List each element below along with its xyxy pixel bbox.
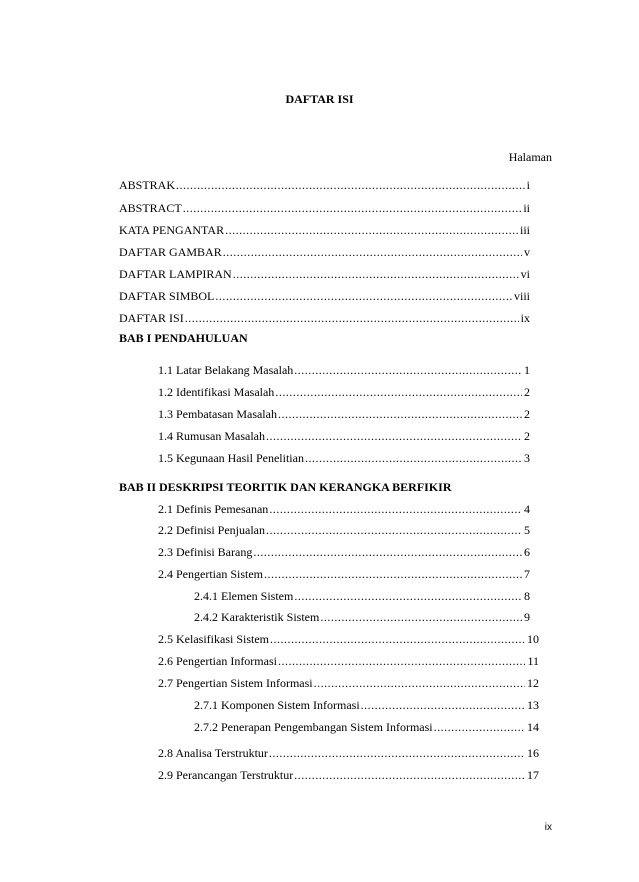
page-number: ix — [544, 822, 552, 833]
toc-entry-2-3[interactable] — [158, 544, 530, 560]
toc-entry-1-1[interactable] — [158, 362, 530, 378]
toc-entry-label: DAFTAR GAMBAR — [119, 245, 222, 259]
toc-entry-page: 9 — [524, 610, 530, 624]
toc-entry-page: 6 — [524, 545, 530, 559]
toc-entry-1-4[interactable] — [158, 428, 530, 444]
toc-entry-2-4[interactable] — [158, 566, 530, 582]
toc-entry-2-4-1[interactable] — [194, 588, 530, 604]
toc-entry-abstract[interactable] — [119, 200, 530, 216]
toc-entry-daftar-lampiran[interactable] — [119, 266, 530, 282]
toc-entry-page: 3 — [524, 451, 530, 465]
toc-entry-2-4-2[interactable] — [194, 609, 530, 625]
chapter-heading-bab-1[interactable]: BAB I PENDAHULUAN — [119, 331, 248, 345]
toc-entry-1-2[interactable] — [158, 384, 530, 400]
toc-entry-page: 2 — [524, 429, 530, 443]
toc-entry-label: 1.3 Pembatasan Masalah — [158, 407, 277, 421]
toc-entry-label: DAFTAR SIMBOL — [119, 289, 215, 303]
toc-entry-page: 5 — [524, 523, 530, 537]
page-column-header: Halaman — [508, 150, 552, 164]
toc-entry-2-7[interactable] — [158, 675, 539, 691]
toc-entry-label: 2.7 Pengertian Sistem Informasi — [158, 676, 313, 690]
toc-entry-2-1[interactable] — [158, 501, 530, 517]
page-title: DAFTAR ISI — [285, 92, 354, 106]
toc-entry-kata-pengantar[interactable] — [119, 222, 530, 238]
toc-entry-label: 2.4.2 Karakteristik Sistem — [194, 610, 320, 624]
toc-entry-page: vi — [520, 267, 530, 281]
toc-entry-2-5[interactable] — [158, 631, 539, 647]
toc-entry-page: 11 — [527, 654, 539, 668]
toc-entry-label: ABSTRACT — [119, 201, 182, 215]
toc-entry-label: KATA PENGANTAR — [119, 223, 225, 237]
toc-entry-page: 13 — [527, 698, 539, 712]
toc-entry-page: 2 — [524, 407, 530, 421]
toc-entry-2-7-2[interactable] — [194, 719, 539, 735]
toc-entry-label: 2.7.2 Penerapan Pengembangan Sistem Informasi — [194, 720, 433, 734]
toc-entry-daftar-gambar[interactable] — [119, 244, 530, 260]
toc-entry-page: 10 — [527, 632, 539, 646]
toc-entry-label: 2.4.1 Elemen Sistem — [194, 589, 294, 603]
toc-entry-label: 1.4 Rumusan Masalah — [158, 429, 265, 443]
toc-entry-label: ABSTRAK — [119, 178, 176, 192]
toc-entry-page: 4 — [524, 502, 530, 516]
toc-entry-page: 1 — [524, 363, 530, 377]
toc-entry-label: 2.5 Kelasifikasi Sistem — [158, 632, 269, 646]
toc-entry-page: 17 — [527, 768, 539, 782]
toc-entry-label: 2.7.1 Komponen Sistem Informasi — [194, 698, 360, 712]
toc-entry-2-2[interactable] — [158, 522, 530, 538]
toc-entry-abstrak[interactable] — [119, 177, 530, 193]
toc-entry-label: 2.3 Definisi Barang — [158, 545, 253, 559]
toc-entry-page: i — [526, 178, 530, 192]
toc-entry-1-5[interactable] — [158, 450, 530, 466]
toc-entry-daftar-isi[interactable] — [119, 310, 530, 326]
toc-entry-label: 2.6 Pengertian Informasi — [158, 654, 277, 668]
toc-entry-page: 16 — [527, 746, 539, 760]
toc-entry-2-8[interactable] — [158, 745, 539, 761]
toc-entry-2-9[interactable] — [158, 767, 539, 783]
toc-entry-label: DAFTAR ISI — [119, 311, 184, 325]
toc-entry-daftar-simbol[interactable] — [119, 288, 530, 304]
toc-entry-page: 2 — [524, 385, 530, 399]
toc-entry-page: ii — [523, 201, 530, 215]
toc-entry-2-7-1[interactable] — [194, 697, 539, 713]
toc-entry-label: 2.9 Perancangan Terstruktur — [158, 768, 294, 782]
toc-entry-label: 1.2 Identifikasi Masalah — [158, 385, 275, 399]
toc-entry-label: 2.8 Analisa Terstruktur — [158, 746, 268, 760]
toc-entry-page: 14 — [527, 720, 539, 734]
toc-entry-label: 1.1 Latar Belakang Masalah — [158, 363, 294, 377]
toc-entry-label: 2.1 Definis Pemesanan — [158, 502, 269, 516]
toc-entry-label: 2.4 Pengertian Sistem — [158, 567, 263, 581]
toc-entry-page: 7 — [524, 567, 530, 581]
toc-entry-label: 2.2 Definisi Penjualan — [158, 523, 265, 537]
toc-entry-label: 1.5 Kegunaan Hasil Penelitian — [158, 451, 304, 465]
toc-entry-1-3[interactable] — [158, 406, 530, 422]
toc-entry-page: v — [524, 245, 530, 259]
toc-entry-2-6[interactable] — [158, 653, 539, 669]
toc-entry-page: viii — [513, 289, 530, 303]
chapter-heading-bab-2[interactable]: BAB II DESKRIPSI TEORITIK DAN KERANGKA BERFIKIR — [119, 480, 452, 494]
toc-entry-label: DAFTAR LAMPIRAN — [119, 267, 232, 281]
toc-entry-page: 8 — [524, 589, 530, 603]
toc-entry-page: iii — [519, 223, 530, 237]
toc-entry-page: ix — [520, 311, 530, 325]
toc-entry-page: 12 — [527, 676, 539, 690]
